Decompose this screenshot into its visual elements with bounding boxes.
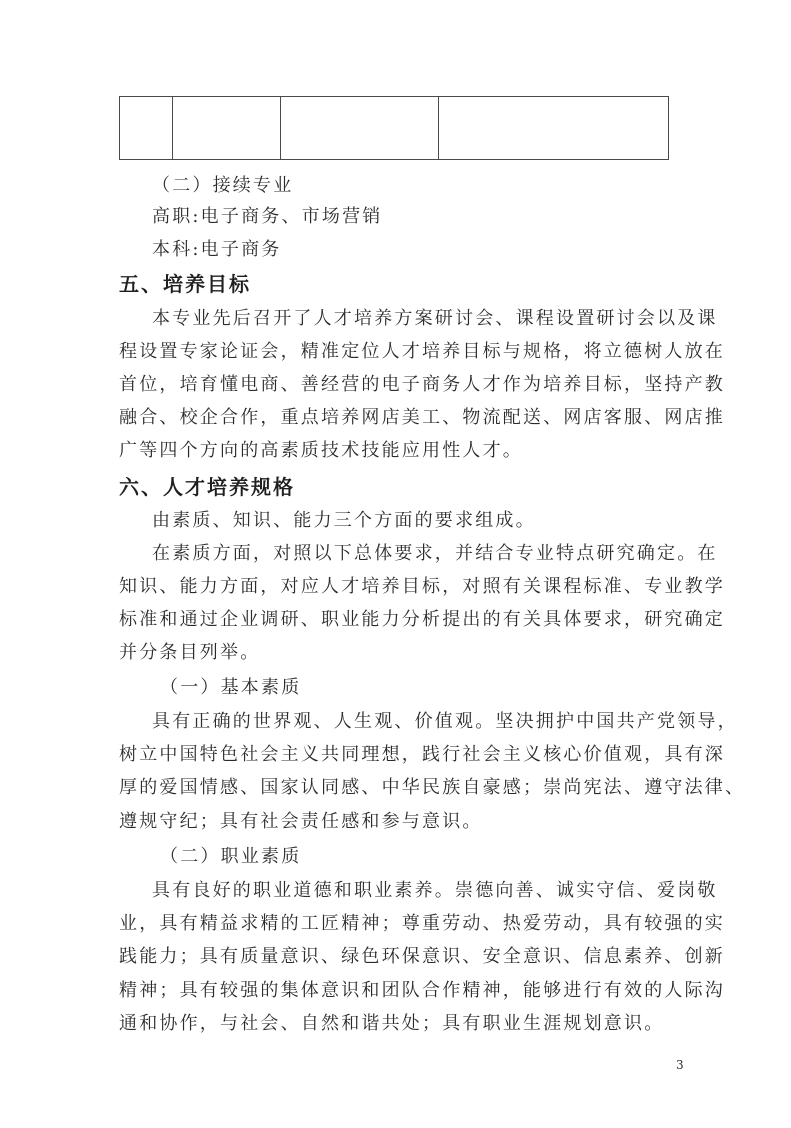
paragraph-line: 本专业先后召开了人才培养方案研讨会、课程设置研讨会以及课 — [152, 308, 718, 329]
paragraph-line: 业，具有精益求精的工匠精神；尊重劳动、热爱劳动，具有较强的实 — [119, 913, 725, 934]
section6-title: 六、人才培养规格 — [119, 475, 295, 499]
paragraph-line: 具有正确的世界观、人生观、价值观。坚决拥护中国共产党领导， — [152, 711, 738, 732]
table-column-divider — [172, 97, 173, 159]
section5-title: 五、培养目标 — [119, 272, 251, 296]
table-fragment — [119, 96, 669, 160]
table-column-divider — [438, 97, 439, 159]
higher-vocational-line: 高职:电子商务、市场营销 — [152, 206, 383, 227]
paragraph-line: 树立中国特色社会主义共同理想，践行社会主义核心价值观，具有深 — [119, 744, 725, 765]
basic-quality-heading: （一）基本素质 — [160, 677, 302, 698]
section6-intro: 由素质、知识、能力三个方面的要求组成。 — [152, 510, 536, 531]
paragraph-line: 在素质方面，对照以下总体要求，并结合专业特点研究确定。在 — [152, 543, 718, 564]
paragraph-line: 遵规守纪；具有社会责任感和参与意识。 — [119, 811, 483, 832]
paragraph-line: 标准和通过企业调研、职业能力分析提出的有关具体要求，研究确定 — [119, 609, 725, 630]
continuing-major-heading: （二）接续专业 — [152, 175, 294, 196]
paragraph-line: 广等四个方向的高素质技术技能应用性人才。 — [119, 440, 523, 461]
paragraph-line: 具有良好的职业道德和职业素养。崇德向善、诚实守信、爱岗敬 — [152, 880, 718, 901]
undergraduate-line: 本科:电子商务 — [152, 239, 282, 260]
paragraph-line: 厚的爱国情感、国家认同感、中华民族自豪感；崇尚宪法、遵守法律、 — [119, 777, 746, 798]
paragraph-line: 践能力；具有质量意识、绿色环保意识、安全意识、信息素养、创新 — [119, 946, 725, 967]
page-number: 3 — [676, 1058, 684, 1072]
paragraph-line: 并分条目列举。 — [119, 642, 261, 663]
paragraph-line: 融合、校企合作，重点培养网店美工、物流配送、网店客服、网店推 — [119, 407, 725, 428]
paragraph-line: 知识、能力方面，对应人才培养目标，对照有关课程标准、专业教学 — [119, 576, 725, 597]
paragraph-line: 首位，培育懂电商、善经营的电子商务人才作为培养目标，坚持产教 — [119, 374, 725, 395]
table-column-divider — [280, 97, 281, 159]
paragraph-line: 通和协作，与社会、自然和谐共处；具有职业生涯规划意识。 — [119, 1013, 665, 1034]
paragraph-line: 精神；具有较强的集体意识和团队合作精神，能够进行有效的人际沟 — [119, 980, 725, 1001]
professional-quality-heading: （二）职业素质 — [160, 846, 302, 867]
paragraph-line: 程设置专家论证会，精准定位人才培养目标与规格，将立德树人放在 — [119, 341, 725, 362]
